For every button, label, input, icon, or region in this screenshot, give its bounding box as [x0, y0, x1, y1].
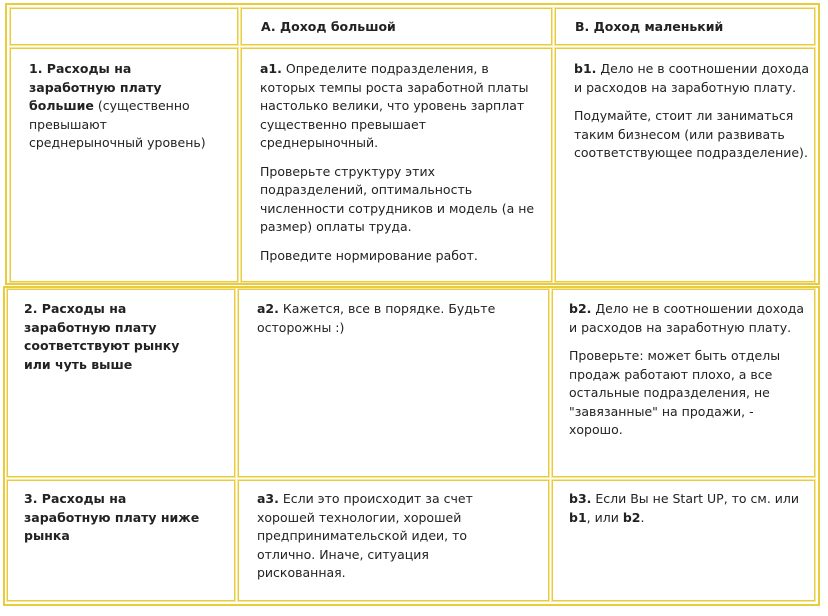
row-1-col-a-para-2: Проверьте структуру этих подразделений, оптимальность численности сотрудников и модель (а не размер) оплаты труда. [260, 163, 535, 234]
row-1-col-b-code: b1. [574, 61, 597, 76]
row-3-col-b-ref-b1: b1 [569, 509, 587, 525]
row-2-col-b-para-2: Проверьте: может быть отделы продаж работают плохо, а все остальные подразделения, не "завязанные" на продажи, - хорошо. [569, 348, 781, 437]
row-1-label-bold: 1. Расходы на заработную плату большие [29, 61, 162, 113]
row-2-col-a-para-1: a2. Кажется, все в порядке. Будьте осторожны :) [257, 301, 496, 335]
row-1-col-b-text [574, 60, 810, 163]
row-1-label-cell [10, 48, 238, 282]
row-1-label [29, 60, 219, 153]
row-3-col-b-para-1: b3. Если Вы не Start UP, то см. или b1, или b2. [569, 491, 800, 525]
row-3-label-bold: 3. Расходы на заработную плату ниже рынка [24, 491, 200, 543]
row-3-col-b-code: b3. [569, 491, 592, 506]
row-3-label [24, 490, 214, 546]
row-2-col-b-cell [552, 289, 815, 477]
row-2-col-b-text [569, 300, 805, 440]
header-col-a [241, 8, 552, 45]
row-2-col-a-code: a2. [257, 301, 279, 316]
row-1-col-a-para-1: a1. Определите подразделения, в которых темпы роста заработной платы настолько велики, что уровень зарплат существенно превышает среднерыночный. [260, 61, 529, 150]
row-3-label-cell [7, 480, 235, 601]
row-3-col-b-text [569, 490, 809, 527]
row-3-col-b-ref-b2: b2 [622, 509, 641, 525]
row-1-label-rest: (существенно превышают среднерыночный уровень) [29, 98, 206, 150]
row-3-col-a-text [257, 490, 481, 583]
row-2-label [24, 300, 208, 374]
header-col-a-label: A. Доход большой [261, 19, 396, 34]
row-2-label-bold: 2. Расходы на заработную плату соответствуют рынку или чуть выше [24, 301, 180, 372]
row-1-col-a-cell [241, 48, 552, 282]
row-1-col-a-text [260, 60, 538, 265]
header-col-b-label: B. Доход маленький [575, 19, 724, 34]
row-2-label-cell [7, 289, 235, 477]
row-1-col-a-code: a1. [260, 61, 282, 76]
row-3-col-b-cell [552, 480, 815, 601]
row-2-col-a-text [257, 300, 512, 337]
row-3-col-a-code: a3. [257, 491, 279, 506]
row-2-col-a-cell [238, 289, 549, 477]
row-3-col-a-para-1: a3. Если это происходит за счет хорошей технологии, хорошей предпринимательской идеи, то отлично. Иначе, ситуация рискованная. [257, 491, 473, 580]
header-col-b [555, 8, 815, 45]
row-3-col-a-cell [238, 480, 549, 601]
header-corner-cell [10, 8, 238, 45]
row-1-col-b-para-2: Подумайте, стоит ли заниматься таким бизнесом (или развивать соответствующее подразделение). [574, 108, 808, 160]
row-1-col-b-cell [555, 48, 815, 282]
row-1-col-b-para-1: b1. Дело не в соотношении дохода и расходов на заработную плату. [574, 61, 810, 95]
row-2-col-b-para-1: b2. Дело не в соотношении дохода и расходов на заработную плату. [569, 301, 805, 335]
row-1-col-a-para-3: Проведите нормирование работ. [260, 247, 478, 263]
row-2-col-b-code: b2. [569, 301, 592, 316]
